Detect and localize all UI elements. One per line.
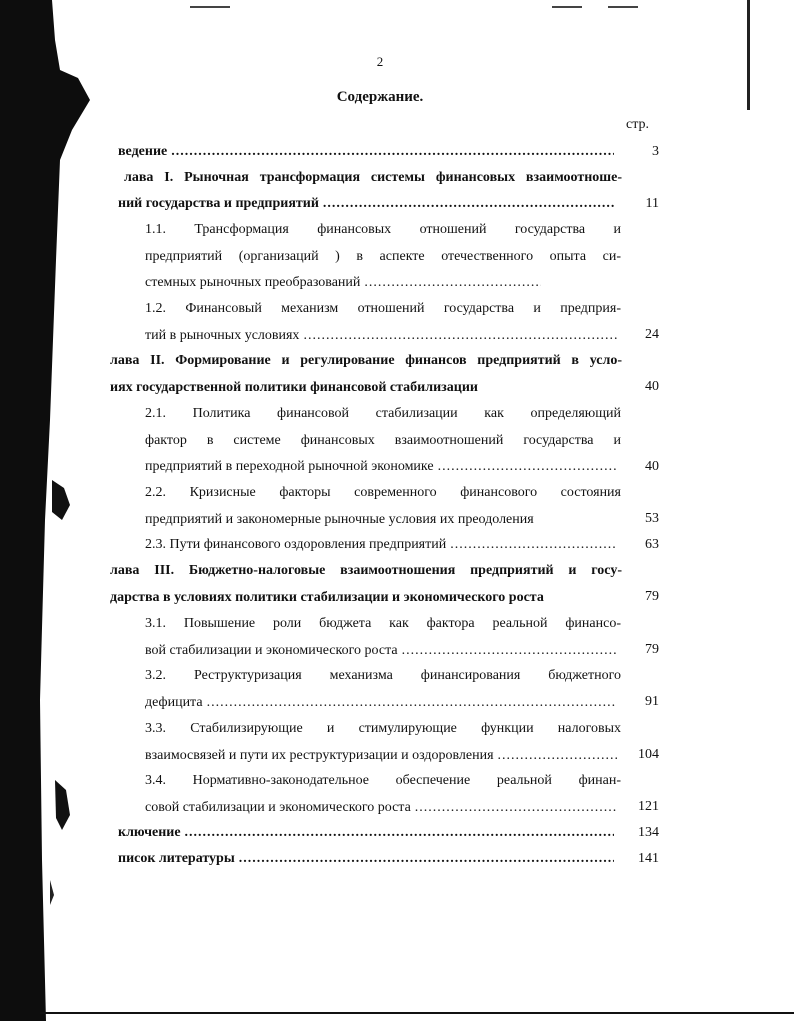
toc-entry-text: лава II. Формирование и регулирование финансов предприятий в усло- [110,353,622,368]
toc-entry-text: взаимосвязей и пути их реструктуризации и оздоровления [145,747,494,763]
toc-page-number: 141 [638,851,659,866]
toc-entry-text: иях государственной политики финансовой стабилизации [110,379,478,395]
toc-section-2-2 [145,480,621,533]
toc-page-number: 40 [645,379,659,394]
toc-entry-text: 2.3. Пути финансового оздоровления предприятий [145,537,447,552]
toc-entry-text: фактор в системе финансовых взаимоотношений государства и [145,432,621,448]
toc-page-number: 24 [645,327,659,342]
toc-entry-text: предприятий (организаций ) в аспекте отечественного опыта си- [145,248,621,264]
toc-section-3-4 [145,768,621,821]
toc-entry-text: 3.1. Повышение роли бюджета как фактора реальной финансо- [145,616,621,631]
toc-entry-text: ведение [118,144,168,159]
toc-entry-text: вой стабилизации и экономического роста [145,642,398,658]
toc-chapter-3 [110,558,622,611]
toc-entry-text: предприятий и закономерные рыночные условия их преодоления [145,511,534,527]
scan-top-mark [190,6,230,8]
page-number: 2 [376,54,384,69]
toc-section-3-2 [145,663,621,716]
toc-entry-intro [118,139,618,166]
toc-entry-text: ключение [118,825,181,840]
toc-page-number: 91 [645,694,659,709]
toc-entry-text: 3.2. Реструктуризация механизма финансирования бюджетного [145,668,621,683]
toc-section-3-3 [145,716,621,769]
toc-page-number: 11 [645,196,659,211]
toc-page-number: 134 [638,825,659,840]
scan-bottom-rule [40,1012,794,1014]
toc-entry-text: ний государства и предприятий [118,196,319,211]
toc-page-number: 79 [645,642,659,657]
toc-page-number: 121 [638,799,659,814]
page-column-label: стр. [626,117,650,132]
toc-entry-references [118,846,618,873]
toc-page-number: 79 [645,589,659,604]
toc-entry-text: дарства в условиях политики стабилизации и экономического роста [110,589,544,605]
toc-chapter-1-cont [118,191,618,218]
scan-top-mark [552,6,582,8]
toc-page-number: 3 [652,144,659,159]
toc-chapter-2 [110,348,622,401]
toc-entry-text: 3.4. Нормативно-законодательное обеспечение реальной финан- [145,773,621,788]
toc-chapter-1 [124,165,622,192]
toc-entry-text: лава I. Рыночная трансформация системы финансовых взаимоотноше- [124,170,622,185]
toc-entry-conclusion [118,820,618,847]
scan-top-mark [608,6,638,8]
toc-section-3-1 [145,611,621,664]
toc-entry-text: 2.2. Кризисные факторы современного финансового состояния [145,485,621,500]
toc-page-number: 104 [638,747,659,762]
toc-entry-text: дефицита [145,694,203,710]
toc-page-number: 53 [645,511,659,526]
toc-entry-text: писок литературы [118,851,235,866]
toc-entry-text: 2.1. Политика финансовой стабилизации как определяющий [145,406,621,421]
toc-section-1-1 [145,217,621,297]
toc-entry-text: лава III. Бюджетно-налоговые взаимоотношения предприятий и госу- [110,563,622,578]
toc-entry-text: 1.2. Финансовый механизм отношений государства и предприя- [145,301,621,316]
toc-section-2-1 [145,401,621,481]
toc-page-number: 63 [645,537,659,552]
scan-right-rule [747,0,750,110]
toc-entry-text: предприятий в переходной рыночной экономике [145,459,434,474]
toc-entry-text: 1.1. Трансформация финансовых отношений государства и [145,222,621,237]
toc-entry-text: стемных рыночных преобразований [145,275,361,290]
toc-section-1-2 [145,296,621,349]
toc-page-number: 40 [645,459,659,474]
toc-entry-text: тий в рыночных условиях [145,327,300,343]
toc-entry-text: 3.3. Стабилизирующие и стимулирующие функции налоговых [145,721,621,736]
toc-entry-text: совой стабилизации и экономического роста [145,799,411,815]
toc-section-2-3 [145,532,621,559]
scan-left-edge-shadow [0,0,112,1021]
page-title: Содержание. [336,89,424,105]
